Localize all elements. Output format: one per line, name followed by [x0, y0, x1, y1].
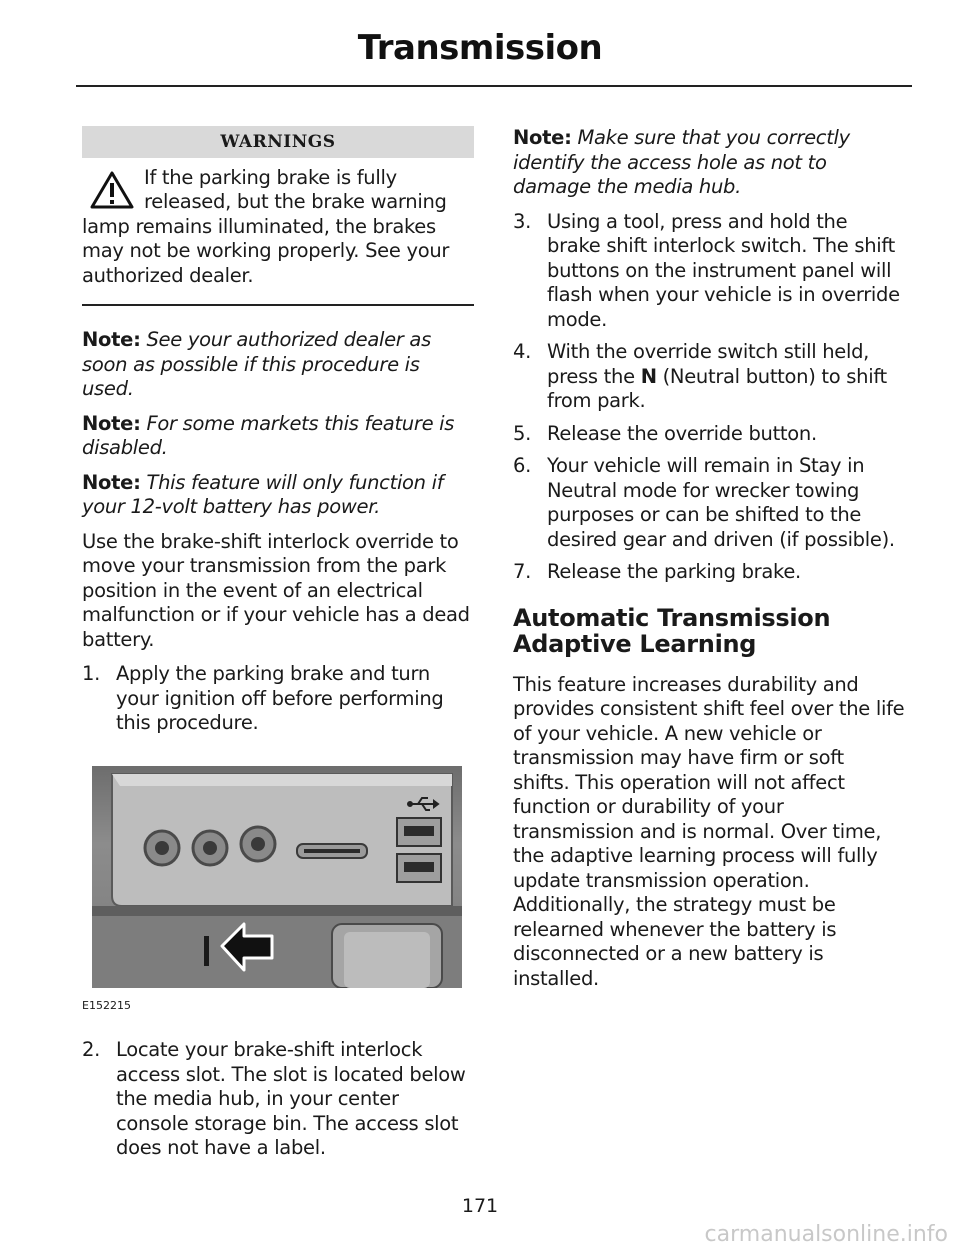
usb-port-icon: [397, 854, 441, 882]
step-number: 4.: [513, 340, 532, 363]
step-2: [82, 1038, 474, 1161]
step-6: [513, 454, 905, 552]
warning-heading: WARNINGS: [82, 126, 474, 158]
page-number: 171: [461, 1195, 499, 1217]
header-divider: [76, 85, 912, 87]
usb-port-icon: [397, 818, 441, 846]
audio-jack-icon: [145, 831, 179, 865]
steps-list-left-2: [82, 1038, 474, 1161]
watermark-link[interactable]: carmanualsonline.info: [704, 1222, 948, 1247]
steps-list-right: [513, 210, 905, 585]
neutral-key-label: N: [640, 364, 657, 388]
warning-box: [82, 126, 474, 306]
note-3: [82, 471, 474, 520]
section-heading: Automatic Transmission Adaptive Learning: [513, 603, 831, 658]
step-1: [82, 662, 474, 736]
note-label: Note:: [82, 328, 141, 351]
page-title: Transmission: [357, 28, 603, 68]
left-column: [82, 126, 474, 1171]
step-text: Locate your brake-shift interlock access slot. The slot is located below the media hub, in your center console storage bin. The access slot does not have a label.: [116, 1038, 466, 1159]
step-text-pre: With the override switch still held, press the: [547, 340, 870, 388]
step-number: 5.: [513, 421, 532, 445]
step-7: [513, 560, 905, 585]
warning-text: If the parking brake is fully released, but the brake warning lamp remains illuminated, the brakes may not be working properly. See your authorized dealer.: [82, 165, 450, 287]
note-label: Note:: [513, 126, 572, 149]
step-number: 6.: [513, 454, 532, 477]
step-text: Using a tool, press and hold the brake shift interlock switch. The shift buttons on the instrument panel will flash when your vehicle is in override mode.: [547, 209, 900, 331]
step-number: 2.: [82, 1038, 101, 1061]
storage-bin-lid: [332, 924, 442, 988]
section-paragraph: This feature increases durability and provides consistent shift feel over the life of your vehicle. A new vehicle or transmission may have firm or soft shifts. This operation will not affect function or durability of your transmission and is normal. Over time, the adaptive learning process will fully update transmission operation. Additionally, the strategy must be relearned whenever the battery is disconnected or a new battery is installed.: [513, 672, 905, 990]
step-text: Release the parking brake.: [547, 560, 801, 583]
intro-paragraph: Use the brake-shift interlock override to move your transmission from the park position in the event of an electrical malfunction or if your vehicle has a dead battery.: [82, 529, 470, 651]
warning-triangle-icon: [90, 170, 134, 210]
note-1: [82, 328, 474, 402]
steps-list-left: [82, 662, 474, 736]
step-text: Apply the parking brake and turn your ignition off before performing this procedure.: [116, 662, 444, 734]
step-3: [513, 210, 905, 333]
interlock-access-slot: [204, 936, 209, 966]
note-label: Note:: [82, 411, 141, 435]
step-number: 1.: [82, 662, 101, 685]
step-text: Your vehicle will remain in Stay in Neutral mode for wrecker towing purposes or can be shifted to the desired gear and driven (if possible).: [547, 454, 895, 551]
right-column: [513, 126, 905, 1001]
media-hub-diagram: [92, 766, 462, 988]
sd-card-slot-icon: [297, 844, 367, 858]
console-illustration: [92, 766, 462, 988]
note-text: See your authorized dealer as soon as possible if this procedure is used.: [82, 328, 431, 400]
step-number: 7.: [513, 560, 532, 583]
step-number: 3.: [513, 209, 532, 233]
step-5: [513, 422, 905, 447]
step-4: [513, 340, 905, 414]
note-text: For some markets this feature is disabled.: [82, 411, 455, 459]
note-text: Make sure that you correctly identify the access hole as not to damage the media hub.: [513, 126, 850, 198]
note-4: [513, 126, 905, 200]
note-text: This feature will only function if your 12-volt battery has power.: [82, 470, 444, 518]
step-text: Release the override button.: [547, 421, 817, 445]
warning-divider: [82, 304, 474, 306]
step-text-post: (Neutral button) to shift from park.: [547, 364, 887, 412]
note-2: [82, 412, 474, 461]
note-label: Note:: [82, 470, 141, 494]
figure-caption: E152215: [82, 998, 131, 1012]
audio-jack-icon: [241, 827, 275, 861]
audio-jack-icon: [193, 831, 227, 865]
